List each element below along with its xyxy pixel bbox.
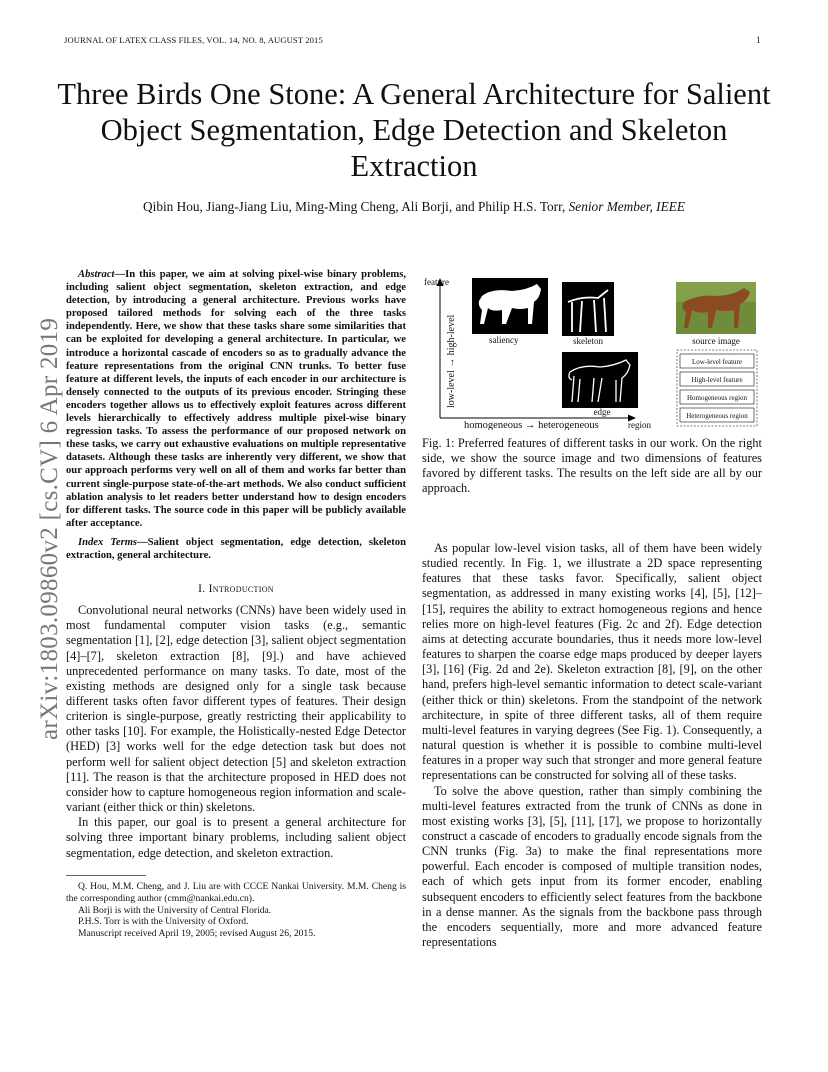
figure-caption: Fig. 1: Preferred features of different tasks in our work. On the right side, we show the source image and two dimensions of features favored by different tasks. The results on the left side are all by our approach. (422, 436, 762, 496)
footnote-affiliation: Q. Hou, M.M. Cheng, and J. Liu are with CCCE Nankai University. M.M. Cheng is the corresponding author (cmm@nankai.edu.cn). (66, 880, 406, 904)
author-suffix: Senior Member, IEEE (568, 199, 685, 214)
arxiv-stamp (36, 290, 66, 740)
paper-title: Three Birds One Stone: A General Architecture for Salient Object Segmentation, Edge Detection and Skeleton Extraction (57, 77, 771, 183)
axis-y-top-label: feature (424, 277, 449, 287)
legend-homogeneous: Homogeneous region (686, 394, 748, 402)
arxiv-stamp-text: arXiv:1803.09860v2 [cs.CV] 6 Apr 2019 (36, 317, 63, 740)
legend-low-level: Low-level feature (692, 358, 742, 366)
legend-heterogeneous: Heterogeneous region (686, 412, 748, 420)
author-list (40, 199, 788, 215)
edge-map (562, 352, 638, 408)
saliency-map (472, 278, 548, 334)
figure-graphic (422, 268, 762, 430)
skeleton-label: skeleton (573, 336, 603, 346)
abstract-text: —In this paper, we aim at solving pixel-wise binary problems, including salient object segmentation, skeleton extraction, and edge detection, by introducing a general architecture. Previous works have proposed tailored methods for solving each of the three tasks independently. Here, we show that these tasks share some similarities that can be exploited for developing a general architecture. In particular, we introduce a horizontal cascade of encoders so as to gradually advance the feature representations from the original CNN trunks. To better fuse feature at different levels, the inputs of each encoder in our architecture is densely connected to the outputs of its previous encoder. Stringing these encoders together allows us to effectively exploit features across different levels hierarchically to effectively address multiple pixel-wise binary regression tasks. To assess the performance of our proposed network on these tasks, we carry out exhaustive evaluations on multiple representative datasets. Although these tasks are inherently very different, we show that our approach performs very well on all of them and works far better than current single-purpose state-of-the-art methods. We also conduct sufficient ablation analysis to let readers better understand how to design encoders for different tasks. The source code in this paper will be publicly available after acceptance. (66, 269, 406, 529)
footnote-manuscript: Manuscript received April 19, 2005; revised August 26, 2015. (78, 928, 316, 940)
intro-paragraph-2: In this paper, our goal is to present a general architecture for solving three important binary problems, including salient object segmentation, edge detection, and skeleton extraction. (66, 815, 406, 860)
edge-label: edge (593, 407, 611, 417)
index-terms-text: —Salient object segmentation, edge detection, skeleton extraction, general architecture. (66, 536, 406, 561)
left-column (66, 268, 406, 940)
right-column-body (422, 541, 762, 950)
source-image (676, 282, 756, 334)
saliency-label: saliency (489, 335, 519, 345)
footnote-rule (66, 875, 146, 876)
legend-high-level: High-level feature (691, 376, 743, 384)
axis-y-label: low-level → high-level (446, 314, 457, 408)
section-number: I. (198, 583, 206, 596)
source-image-label: source image (692, 336, 740, 346)
running-head: JOURNAL OF LATEX CLASS FILES, VOL. 14, NO. 8, AUGUST 2015 (64, 35, 323, 45)
section-heading (66, 583, 406, 595)
intro-paragraph-1: Convolutional neural networks (CNNs) have been widely used in most fundamental computer vision tasks (e.g., semantic segmentation [1], [2], edge detection [3], salient object segmentation [4]–[7], skeleton extraction [8], [9].) and have achieved unprecedented performance on many tasks. To date, most of the existing methods are designed only for a single task because different tasks often favor different types of features. Their design criterion is single-purpose, greatly restricting their applicability to other tasks [10]. For example, the Holistically-nested Edge Detector (HED) [3] works well for the edge detection task but does not perform well for salient object detection [5] and skeleton extraction [11]. The reason is that the architecture proposed in HED does not consider how to capture homogeneous region information and scale-variant (either thick or thin) skeletons. (66, 603, 406, 815)
page-number: 1 (756, 35, 761, 45)
skeleton-map (562, 282, 614, 336)
footnote-torr: P.H.S. Torr is with the University of Oxford. (78, 916, 249, 928)
right-paragraph-1: As popular low-level vision tasks, all of them have been widely studied recently. In Fig. 1, we illustrate a 2D space representing features that these tasks favor. Specifically, salient object segmentation, as addressed in many existing works [4], [5], [12]–[15], requires the ability to extract homogeneous regions and hence relies more on high-level features (Fig. 2c and 2f). Edge detection aims at detecting accurate boundaries, thus it needs more low-level features to sharpen the coarse edge maps produced by deeper layers [3], [16] (Fig. 2d and 2e). Skeleton extraction [8], [9], on the other hand, prefers high-level semantic information to detect scale-variant (either thick or thin) skeletons. From the standpoint of the network architecture, in spite of three different tasks, all of them require multi-level features in varying degrees (See Fig. 1). Consequently, a natural question is whether it is possible to combine multi-level features in a proper way such that stronger and more general feature representations can be constructed for solving all of these tasks. (422, 541, 762, 783)
feature-legend (677, 350, 757, 426)
figure-1 (422, 268, 762, 497)
author-names: Qibin Hou, Jiang-Jiang Liu, Ming-Ming Cheng, Ali Borji, and Philip H.S. Torr, (143, 199, 566, 214)
axis-x-label: homogeneous → heterogeneous (464, 420, 599, 430)
axis-x-end-label: region (628, 420, 651, 430)
right-paragraph-2: To solve the above question, rather than simply combining the multi-level features extracted from the trunk of CNNs as done in most existing works [3], [5], [11], [17], we propose to horizontally construct a cascade of encoders to gradually encode signals from the CNN trunks (Fig. 3a) to make the final representations more powerful. Each encoder is composed of multiple transition nodes, each of which gets input from its former encoder, enabling subsequent encoders to efficiently select features from the backbone in a dense manner. As the signals from the backbone pass through the encoders sequentially, more and more advanced feature representations (422, 783, 762, 950)
index-terms-label: Index Terms (78, 536, 138, 548)
abstract (66, 268, 406, 530)
footnotes (66, 881, 406, 941)
abstract-label: Abstract (78, 269, 115, 280)
footnote-borji: Ali Borji is with the University of Central Florida. (78, 904, 272, 916)
section-title: Introduction (208, 583, 274, 596)
index-terms (66, 536, 406, 562)
